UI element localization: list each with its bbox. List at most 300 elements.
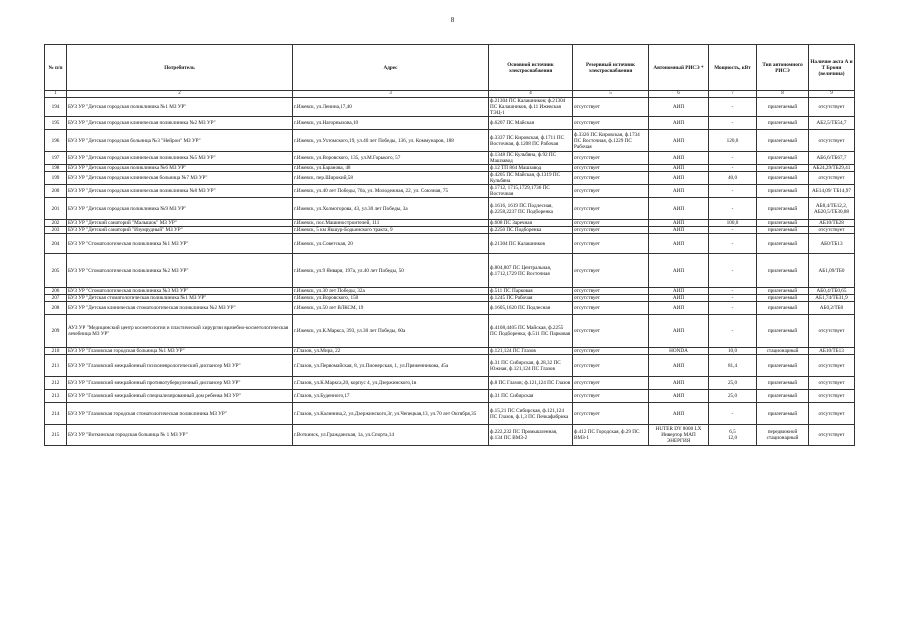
rise-type-line: прилегаемый [767,288,798,294]
autonomous-rise [649,254,709,288]
main-source: ф.2250 ПС Подборенка [489,227,573,234]
reserve-source: отсутствует [573,390,649,403]
address: г.Ижевск, ул.50 лет ВЛКСМ, 19 [293,302,489,315]
rise-type [757,425,809,446]
reserve-source: отсутствует [573,377,649,390]
row-number: 205 [45,254,67,288]
consumer-name: БУЗ УР "Детский санаторий "Малышок" МЗ УР" [67,220,293,227]
consumer-name: БУЗ УР "Детская городская поликлиника №9 МЗ УР" [67,198,293,220]
autonomous-rise-line: АИП [672,240,685,247]
act-value: отсутствует [809,355,855,377]
rise-type [757,130,809,152]
main-source: ф.804,807 ПС Центральная, ф.1712,1729 ПС Восточная [489,254,573,288]
autonomous-rise [649,165,709,172]
act-value: отсутствует [809,315,855,348]
consumer-name: АУЗ УР "Медицинский центр косметологии и пластической хирургии врачебно-косметологическая лечебница МЗ УР" [67,315,293,348]
header-main-source: Основной источник электроснабжения [489,45,573,91]
table-row [45,302,855,315]
header-num: № п/п [45,45,67,91]
reserve-source: отсутствует [573,348,649,355]
address: г.Ижевск, пер.Широкий,58 [293,172,489,185]
rise-type [757,295,809,302]
address: г.Глазов, ул.Буденного,17 [293,390,489,403]
power-kw-line: 25,0 [727,380,738,386]
main-source: ф.608 ПС Заречная [489,220,573,227]
autonomous-rise-line: АИП [672,227,685,233]
power-kw-line: - [731,155,734,161]
rise-type [757,302,809,315]
column-number: 3 [293,91,489,98]
autonomous-rise-line: АИП [672,220,685,226]
power-kw [709,165,757,172]
power-kw [709,315,757,348]
power-kw-line: - [731,267,734,274]
consumer-name: БУЗ УР "Детская городская клиническая больница №7 МЗ УР" [67,172,293,185]
table-header-row [45,45,855,91]
table-row [45,288,855,295]
address: г.Ижевск, ул.Нагорныхова,10 [293,117,489,130]
row-number: 203 [45,227,67,234]
act-value: отсутствует [809,390,855,403]
act-value: АБ14,09/ ТБ14,97 [809,185,855,198]
power-kw [709,117,757,130]
reserve-source: отсутствует [573,315,649,348]
address: г.Ижевск, ул.40 лет Победы, 70а, ул. Молодежная, 22, ул. Союзная, 75 [293,185,489,198]
table-row [45,390,855,403]
autonomous-rise-line: АИП [672,288,685,294]
header-act: Наличие акта А и Т Брони (величина) [809,45,855,91]
act-value: АБ2,5/ТБ54,7 [809,117,855,130]
rise-type-line: прилегаемый [767,362,798,369]
address: г.Ижевск, ул.9 Января, 197а, ул.40 лет Победы, 50 [293,254,489,288]
autonomous-rise [649,348,709,355]
table-row [45,152,855,165]
power-kw-line: - [731,120,734,126]
column-number-row [45,91,855,98]
header-address: Адрес [293,45,489,91]
act-value: АБ8,4/ТБ12,2, АБ20,5/ТБ30,88 [809,198,855,220]
rise-type [757,165,809,172]
address: г.Ижевск, ул.Воровского, 150 [293,295,489,302]
power-kw [709,234,757,254]
column-number: 6 [649,91,709,98]
reserve-source: отсутствует [573,254,649,288]
power-kw-line: - [731,104,734,110]
rise-type-line: прилегаемый [767,137,798,144]
rise-type-line: прилегаемый [767,295,798,301]
table-row [45,130,855,152]
autonomous-rise-line: АИП [672,362,685,369]
autonomous-rise [649,198,709,220]
reserve-source: отсутствует [573,288,649,295]
consumer-name: БУЗ УР "Глазовский межрайонный психоневрологический диспансер МЗ УР" [67,355,293,377]
autonomous-rise-line: АИП [672,205,685,212]
address: г.Ижевск, 5 км Якшур-Бодьинского тракта, 9 [293,227,489,234]
column-number: 7 [709,91,757,98]
power-kw [709,288,757,295]
rise-type [757,377,809,390]
consumer-name: БУЗ УР "Детская городская больница №3 "Нейрон" МЗ УР" [67,130,293,152]
power-kw [709,355,757,377]
consumer-name: БУЗ УР "Детская городская клиническая поликлиника №5 МЗ УР" [67,152,293,165]
address: г.Глазов, ул.Мира, 22 [293,348,489,355]
power-kw [709,198,757,220]
power-kw-line: - [731,328,734,334]
act-value: АБ24,29/ТБ29,41 [809,165,855,172]
autonomous-rise-line: АИП [672,165,685,171]
rise-type [757,390,809,403]
address: г.Ижевск, ул.Баранова, 48 [293,165,489,172]
reserve-source: отсутствует [573,403,649,425]
address: г.Ижевск, ул.Воровского, 135, ул.М.Горького, 57 [293,152,489,165]
rise-type [757,227,809,234]
rise-type-line: передвижной [767,429,798,435]
reserve-source: отсутствует [573,117,649,130]
consumer-name: БУЗ УР "Стоматологическая поликлиника №3 МЗ УР" [67,288,293,295]
power-kw [709,390,757,403]
act-value: АБ10/ТБ13 [809,348,855,355]
power-kw-line: 120,0 [726,137,739,144]
consumer-name: БУЗ УР "Детская клиническая стоматологическая поликлиника №2 МЗ УР" [67,302,293,315]
autonomous-rise [649,98,709,117]
row-number: 208 [45,302,67,315]
main-source: ф.4108,4405 ПС Майская, ф.2255 ПС Подборенка, ф.511 ПС Парковая [489,315,573,348]
main-source: ф.1245 ПС Рабочая [489,295,573,302]
address: г.Глазов, ул.Калинина,2, ул.Дзержинского,3г, ул.Чепецкая,13, ул.70 лет Октября,35 [293,403,489,425]
autonomous-rise-line: АИП [672,328,685,334]
column-number: 8 [757,91,809,98]
main-source: ф.1605,1620 ПС Подлесная [489,302,573,315]
table-row [45,98,855,117]
page-number: 8 [450,16,455,24]
row-number: 197 [45,152,67,165]
consumer-name: БУЗ УР "Глазовская городская больница №1 МЗ УР" [67,348,293,355]
act-value: отсутствует [809,172,855,185]
rise-type-line: прилегаемый [767,120,798,126]
autonomous-rise [649,185,709,198]
power-kw-line: 100,0 [726,220,739,226]
row-number: 212 [45,377,67,390]
main-source: ф.15,21 ПС Сибирская, ф.121,124 ПС Глазов, ф.1,3 ПС Печкафабрика [489,403,573,425]
rise-type [757,172,809,185]
autonomous-rise [649,295,709,302]
consumer-name: БУЗ УР "Детская городская клиническая поликлиника №8 МЗ УР" [67,185,293,198]
row-number: 196 [45,130,67,152]
power-kw-line: 81,4 [727,362,738,369]
address: г.Ижевск, ул.30 лет Победы, 32а [293,288,489,295]
autonomous-rise-line: АИП [672,175,685,181]
main-source: ф.511 ПС Парковая [489,288,573,295]
power-kw-line: - [731,240,734,247]
row-number: 207 [45,295,67,302]
reserve-source: ф.3326 ПС Кировская, ф.1734 ПС Восточная, ф.1229 ПС Рабочая [573,130,649,152]
rise-type-line: прилегаемый [767,205,798,212]
address: г.Ижевск, ул.Советская, 20 [293,234,489,254]
reserve-source: отсутствует [573,234,649,254]
main-source: ф.31 ПС Сибирская, ф.28,32 ПС Южная, ф.121,124 ПС Глазов [489,355,573,377]
table-row [45,425,855,446]
act-value: отсутствует [809,227,855,234]
consumer-name: БУЗ УР "Детская городская клиническая поликлиника №2 МЗ УР" [67,117,293,130]
table-row [45,117,855,130]
table-row [45,403,855,425]
consumer-name: БУЗ УР "Воткинская городская больница № 1 МЗ УР" [67,425,293,446]
consumer-name: БУЗ УР "Детская стоматологическая поликлиника №1 МЗ УР" [67,295,293,302]
act-value: отсутствует [809,98,855,117]
reserve-source: отсутствует [573,152,649,165]
row-number: 200 [45,185,67,198]
autonomous-rise-line: АИП [672,380,685,386]
table-row [45,227,855,234]
row-number: 215 [45,425,67,446]
power-kw [709,227,757,234]
address: г.Ижевск, ул.Ленина,17,40 [293,98,489,117]
table-row [45,295,855,302]
power-kw [709,348,757,355]
table-row [45,198,855,220]
act-value: отсутствует [809,130,855,152]
address: г.Воткинск, ул.Гражданская, 1а, ул.Спорта,14 [293,425,489,446]
main-source: ф.121,124 ПС Глазов [489,348,573,355]
rise-type [757,117,809,130]
autonomous-rise [649,172,709,185]
reserve-source: отсутствует [573,355,649,377]
rise-type-line: прилегаемый [767,393,798,399]
rise-type-line: прилегаемый [767,267,798,274]
table-row [45,165,855,172]
power-kw-line: 10,0 [727,348,738,354]
autonomous-rise [649,377,709,390]
autonomous-rise [649,315,709,348]
autonomous-rise-line: HONDA [669,348,688,354]
rise-type-line: прилегаемый [767,188,798,194]
consumers-table [44,44,855,446]
autonomous-rise-line: АИП [672,410,685,417]
header-power: Мощность, кВт [709,45,757,91]
address: г.Глазов, ул.Первомайская, 8, ул.Пионерская, 1, ул.Пряженникова, 45а [293,355,489,377]
row-number: 201 [45,198,67,220]
autonomous-rise [649,288,709,295]
power-kw [709,98,757,117]
power-kw-line: 40,0 [727,175,738,181]
address: г.Ижевск, ул.К.Маркса, 393, ул.30 лет Победы, 60а [293,315,489,348]
row-number: 206 [45,288,67,295]
autonomous-rise-line: АИП [672,155,685,161]
rise-type [757,234,809,254]
rise-type [757,98,809,117]
rise-type [757,315,809,348]
rise-type-line: прилегаемый [767,220,798,226]
reserve-source: отсутствует [573,98,649,117]
power-kw [709,425,757,446]
rise-type-line: прилегаемый [767,328,798,334]
act-value: АБ0,4/ТБ0,65 [809,288,855,295]
main-source: ф.21304 ПС Калашников; ф.21304 ПС Калашников, ф.11 Ижевская ТЭЦ-1 [489,98,573,117]
act-value: отсутствует [809,377,855,390]
power-kw-line: 25,0 [727,393,738,399]
main-source: ф.12 ТП 864 Машзавод [489,165,573,172]
row-number: 213 [45,390,67,403]
autonomous-rise-line: АИП [672,120,685,126]
consumer-name: БУЗ УР "Стоматологическая поликлиника №2 МЗ УР" [67,254,293,288]
consumer-name: БУЗ УР "Глазовская городская стоматологическая поликлиника МЗ УР" [67,403,293,425]
table-row [45,377,855,390]
row-number: 198 [45,165,67,172]
main-source: ф.222,232 ПС Промышленная, ф.134 ПС ВМЗ-2 [489,425,573,446]
act-value: отсутствует [809,403,855,425]
rise-type-line: прилегаемый [767,410,798,417]
table-row [45,172,855,185]
autonomous-rise-line: АИП [672,137,685,144]
address: г.Ижевск, ул.Холмогорова, 43, ул.30 лет Победы, 3а [293,198,489,220]
main-source: ф.3337 ПС Кировская, ф.1711 ПС Восточная, ф.1208 ПС Рабочая [489,130,573,152]
power-kw-line: - [731,165,734,171]
main-source: ф.6207 ПС Майская [489,117,573,130]
autonomous-rise [649,234,709,254]
rise-type [757,403,809,425]
power-kw-line: - [731,410,734,417]
main-source: ф.4205 ПС Майская, ф.1319 ПС Кульбяна [489,172,573,185]
table-row [45,234,855,254]
address: г.Ижевск, ул.Ухтомского,19, ул.40 лет Победы, 136, ул. Коммунаров, 188 [293,130,489,152]
reserve-source: ф.412 ПС Городская, ф.29 ПС ВМЗ-1 [573,425,649,446]
power-kw [709,130,757,152]
power-kw [709,403,757,425]
main-source: ф.21304 ПС Калашников [489,234,573,254]
power-kw [709,377,757,390]
consumer-name: БУЗ УР "Глазовский межрайонный специализированный дом ребенка МЗ УР" [67,390,293,403]
row-number: 214 [45,403,67,425]
rise-type-line: стационарный [766,435,799,441]
table-row [45,355,855,377]
autonomous-rise-line: АИП [672,305,685,311]
rise-type [757,152,809,165]
rise-type [757,288,809,295]
address: г.Глазов, ул.К.Маркса,20, корпус 4, ул.Дзержинского,1в [293,377,489,390]
act-value: АБ10/ТБ28 [809,220,855,227]
table-row [45,315,855,348]
table-row [45,185,855,198]
power-kw [709,152,757,165]
autonomous-rise [649,227,709,234]
autonomous-rise-line: АИП [672,267,685,274]
reserve-source: отсутствует [573,220,649,227]
reserve-source: отсутствует [573,185,649,198]
row-number: 199 [45,172,67,185]
autonomous-rise-line: HUTER DY 8000 LX [655,426,702,432]
autonomous-rise-line: Инвертор МАП ЭНЕРГИЯ [661,432,696,444]
column-number: 1 [45,91,67,98]
consumer-name: БУЗ УР "Глазовский межрайонный противотуберкулезный диспансер МЗ УР" [67,377,293,390]
row-number: 194 [45,98,67,117]
act-value: АБ0,2/ТБ0 [809,302,855,315]
row-number: 202 [45,220,67,227]
autonomous-rise [649,152,709,165]
header-autonomous-rise: Автономный РИСЭ * [649,45,709,91]
main-source: ф.8 ПС Глазов; ф.121,124 ПС Глазов [489,377,573,390]
rise-type-line: прилегаемый [767,227,798,233]
column-number: 9 [809,91,855,98]
row-number: 204 [45,234,67,254]
header-consumer: Потребитель [67,45,293,91]
table-row [45,254,855,288]
rise-type-line: прилегаемый [767,104,798,110]
main-source: ф.31 ПС Сибирская [489,390,573,403]
consumer-name: БУЗ УР "Детская городская поликлиника №6 МЗ УР" [67,165,293,172]
column-number: 2 [67,91,293,98]
autonomous-rise-line: АИП [672,104,685,110]
power-kw [709,220,757,227]
consumer-name: БУЗ УР "Стоматологическая поликлиника №1 МЗ УР" [67,234,293,254]
table-row [45,220,855,227]
rise-type-line: прилегаемый [767,155,798,161]
reserve-source: отсутствует [573,172,649,185]
power-kw-line: - [731,295,734,301]
autonomous-rise [649,220,709,227]
power-kw-line: - [731,205,734,212]
reserve-source: отсутствует [573,165,649,172]
autonomous-rise-line: АИП [672,393,685,399]
header-reserve-source: Резервный источник электроснабжения [573,45,649,91]
rise-type-line: прилегаемый [767,380,798,386]
reserve-source: отсутствует [573,227,649,234]
power-kw-line: - [731,188,734,194]
power-kw [709,302,757,315]
power-kw-line: - [731,305,734,311]
autonomous-rise-line: АИП [672,295,685,301]
rise-type-line: стационарный [766,348,799,354]
power-kw [709,254,757,288]
rise-type [757,254,809,288]
consumer-name: БУЗ УР "Детская городская поликлиника №1 МЗ УР" [67,98,293,117]
act-value: отсутствует [809,425,855,446]
autonomous-rise [649,425,709,446]
power-kw [709,172,757,185]
row-number: 210 [45,348,67,355]
power-kw-line: 12,0 [727,435,738,441]
autonomous-rise [649,403,709,425]
act-value: АБ1,09/ТБ0 [809,254,855,288]
autonomous-rise [649,355,709,377]
column-number: 5 [573,91,649,98]
rise-type [757,220,809,227]
header-rise-type: Тип автономного РИСЭ [757,45,809,91]
reserve-source: отсутствует [573,295,649,302]
reserve-source: отсутствует [573,302,649,315]
autonomous-rise-line: АИП [672,188,685,194]
main-source: ф.1712, 1715,1729,1736 ПС Восточная [489,185,573,198]
power-kw-line: - [731,227,734,233]
rise-type [757,185,809,198]
rise-type-line: прилегаемый [767,240,798,247]
address: г.Ижевск, пос.Машиностроителей, 111 [293,220,489,227]
rise-type-line: прилегаемый [767,165,798,171]
rise-type-line: прилегаемый [767,305,798,311]
consumer-name: БУЗ УР "Детский санаторий "Изумрудный" МЗ УР" [67,227,293,234]
column-number: 4 [489,91,573,98]
autonomous-rise [649,117,709,130]
rise-type [757,355,809,377]
autonomous-rise [649,130,709,152]
main-source: ф.1348 ПС Кульбяна, ф.92 ПС Машзавод [489,152,573,165]
power-kw-line: - [731,288,734,294]
rise-type [757,198,809,220]
autonomous-rise [649,390,709,403]
row-number: 195 [45,117,67,130]
power-kw [709,295,757,302]
autonomous-rise [649,302,709,315]
act-value: АБ6,6/ТБ67,7 [809,152,855,165]
